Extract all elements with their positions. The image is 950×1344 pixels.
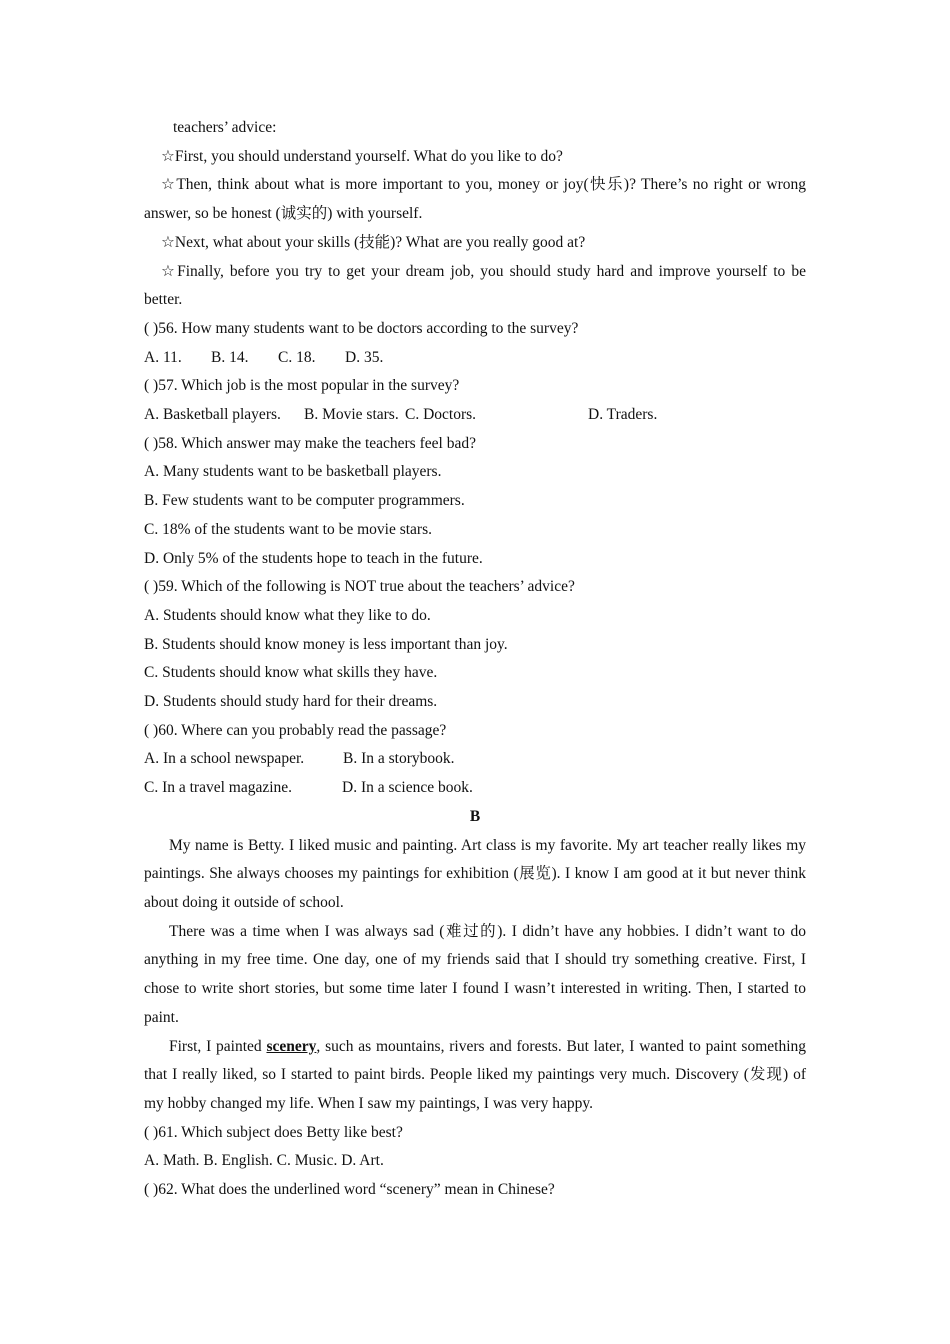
option-c: C. Doctors. [405, 406, 477, 424]
options-60-row2 [144, 774, 806, 803]
question-56: ( )56. How many students want to be doctors according to the survey? [144, 319, 579, 337]
option-b: B. In a storybook. [343, 750, 455, 768]
option-c: C. 18% of the students want to be movie stars. [144, 520, 432, 538]
option-d: D. Traders. [588, 406, 658, 424]
advice-item: ☆Next, what about your skills (技能)? What are you really good at? [161, 233, 586, 251]
advice-item: ☆First, you should understand yourself. What do you like to do? [161, 147, 563, 165]
underlined-word: scenery [266, 1037, 317, 1055]
option-a: A. Basketball players. [144, 406, 281, 424]
option-a: A. In a school newspaper. [144, 750, 305, 768]
passage-paragraph: My name is Betty. I liked music and painting. Art class is my favorite. My art teacher really likes my paintings. She always chooses my paintings for exhibition (展览). I know I am good at it but never think about doing it outside of school. [144, 836, 806, 911]
options-56 [144, 344, 806, 373]
question-62: ( )62. What does the underlined word “scenery” mean in Chinese? [144, 1181, 555, 1199]
options-60-row1 [144, 745, 806, 774]
passage-paragraph [144, 1033, 806, 1119]
options-57 [144, 401, 806, 430]
option-d: D. Only 5% of the students hope to teach in the future. [144, 549, 483, 567]
passage-text: First, I painted [169, 1037, 267, 1055]
option-c: C. 18. [278, 348, 316, 366]
option-b: B. 14. [211, 348, 249, 366]
question-59: ( )59. Which of the following is NOT true about the teachers’ advice? [144, 578, 575, 596]
advice-item: ☆Finally, before you try to get your dream job, you should study hard and improve yourself to be better. [144, 262, 806, 309]
exam-page [144, 114, 806, 1205]
advice-item: ☆Then, think about what is more important to you, money or joy(快乐)? There’s no right or wrong answer, so be honest (诚实的) with yourself. [144, 176, 806, 223]
option-c: C. Students should know what skills they have. [144, 664, 438, 682]
options-61: A. Math. B. English. C. Music. D. Art. [144, 1152, 384, 1170]
section-heading: B [469, 807, 481, 825]
option-c: C. In a travel magazine. [144, 779, 293, 797]
question-61: ( )61. Which subject does Betty like best? [144, 1123, 403, 1141]
option-b: B. Few students want to be computer programmers. [144, 492, 465, 510]
passage-paragraph: There was a time when I was always sad (难过的). I didn’t have any hobbies. I didn’t want to do anything in my free time. One day, one of my friends said that I should try something creative. First, I chose to write short stories, but some time later I found I wasn’t interested in writing. Then, I started to paint. [144, 922, 806, 1026]
question-58: ( )58. Which answer may make the teachers feel bad? [144, 434, 476, 452]
option-b: B. Students should know money is less important than joy. [144, 635, 508, 653]
option-b: B. Movie stars. [304, 406, 399, 424]
option-a: A. Students should know what they like to do. [144, 606, 431, 624]
advice-intro: teachers’ advice: [173, 119, 277, 136]
option-a: A. Many students want to be basketball players. [144, 463, 442, 481]
option-d: D. 35. [345, 348, 384, 366]
question-60: ( )60. Where can you probably read the passage? [144, 721, 447, 739]
option-d: D. Students should study hard for their dreams. [144, 693, 438, 711]
option-d: D. In a science book. [342, 779, 473, 797]
passage-text: , such as mountains, rivers and forests. But later, I wanted to paint something that I really liked, so I started to paint birds. People liked my paintings very much. Discovery (发现) of my hobby changed my life. When I saw my paintings, I was very happy. [144, 1037, 806, 1112]
option-a: A. 11. [144, 348, 182, 366]
question-57: ( )57. Which job is the most popular in the survey? [144, 377, 460, 395]
